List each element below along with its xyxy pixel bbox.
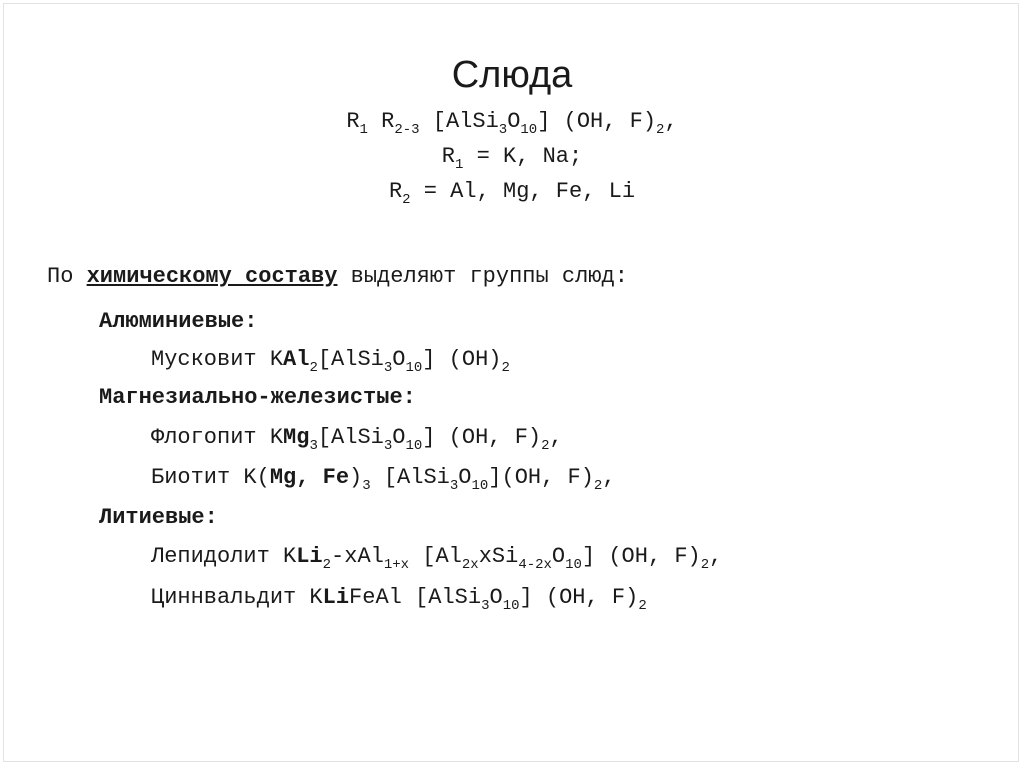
group-heading-magnesium-iron — [99, 384, 416, 412]
text: ] (OH) — [422, 347, 502, 372]
mineral-biotite — [151, 464, 616, 492]
text: FeAl [AlSi — [349, 585, 482, 610]
slide — [3, 3, 1019, 762]
text: Мусковит K — [151, 347, 284, 372]
general-formula — [4, 108, 1020, 136]
subscript: 10 — [502, 598, 520, 614]
subscript: 10 — [405, 438, 423, 454]
subscript: 10 — [471, 478, 489, 494]
subscript: 3 — [498, 122, 508, 138]
subscript: 2 — [309, 360, 318, 376]
text: Флогопит K — [151, 425, 284, 450]
subscript: 2 — [593, 478, 603, 494]
mineral-lepidolite — [151, 543, 722, 571]
subscript: 1 — [359, 122, 368, 138]
bold-text: Mg, Fe — [269, 465, 350, 490]
text: Лепидолит K — [151, 544, 297, 569]
text: O — [489, 585, 503, 610]
subscript: 2 — [656, 122, 665, 138]
subscript: 3 — [383, 438, 393, 454]
text: Биотит K( — [151, 465, 270, 490]
text: xSi — [478, 544, 519, 569]
subscript: 1 — [454, 157, 464, 173]
subscript: 4-2x — [518, 557, 552, 573]
text: R — [346, 109, 360, 134]
text: выделяют группы слюд: — [337, 264, 628, 289]
subscript: 2 — [638, 598, 647, 614]
text: ] (OH, F) — [422, 425, 542, 450]
intro-text — [47, 263, 628, 291]
subscript: 1+x — [383, 557, 410, 573]
bold-text: Al — [283, 347, 310, 372]
text: -xAl — [331, 544, 384, 569]
text: , — [602, 465, 616, 490]
subscript: 2 — [402, 192, 411, 208]
subscript: 2 — [322, 557, 332, 573]
subscript: 2-3 — [394, 122, 420, 138]
r2-definition — [4, 178, 1020, 206]
text: O — [392, 425, 406, 450]
text: ] (OH, F) — [537, 109, 657, 134]
text: ] (OH, F) — [581, 544, 701, 569]
subscript: 2 — [501, 360, 510, 376]
text: , — [549, 425, 563, 450]
text: R — [388, 179, 403, 204]
text: [AlSi — [419, 109, 499, 134]
subscript: 3 — [383, 360, 393, 376]
subscript: 2x — [461, 557, 479, 573]
group-heading-aluminium — [99, 308, 257, 336]
text: , — [709, 544, 723, 569]
mineral-phlogopite — [151, 424, 563, 452]
subscript: 2 — [700, 557, 710, 573]
subscript: 10 — [520, 122, 538, 138]
text: [Al — [409, 544, 462, 569]
text: R — [367, 109, 395, 134]
text: O — [551, 544, 566, 569]
text: [AlSi — [370, 465, 450, 490]
subscript: 3 — [309, 438, 318, 454]
group-name: Литиевые: — [99, 505, 218, 530]
bold-text: Li — [296, 544, 323, 569]
bold-text: Li — [322, 585, 350, 610]
text: O — [507, 109, 521, 134]
text: , — [664, 109, 678, 134]
r1-definition — [4, 143, 1020, 171]
text: [AlSi — [317, 425, 384, 450]
text: O — [392, 347, 406, 372]
text: ](OH, F) — [488, 465, 594, 490]
group-name: Алюминиевые: — [99, 309, 258, 334]
text: = K, Na; — [463, 144, 583, 169]
group-heading-lithium — [99, 504, 218, 532]
group-name: Магнезиально-железистые: — [99, 385, 416, 410]
text: По — [47, 264, 87, 289]
text: ] (OH, F) — [519, 585, 639, 610]
text: [AlSi — [317, 347, 384, 372]
bold-text: Mg — [283, 425, 310, 450]
bold-text: химическому составу — [86, 264, 338, 289]
text: O — [458, 465, 472, 490]
subscript: 3 — [362, 478, 371, 494]
subscript: 10 — [405, 360, 423, 376]
mineral-muscovite — [151, 346, 510, 374]
slide-title: Слюда — [451, 54, 573, 96]
text: ) — [349, 465, 363, 490]
text: R — [441, 144, 455, 169]
text: Циннвальдит K — [151, 585, 323, 610]
mineral-zinnwaldite — [151, 584, 647, 612]
subscript: 2 — [541, 438, 550, 454]
subscript: 3 — [449, 478, 459, 494]
subscript: 10 — [565, 557, 582, 573]
subscript: 3 — [481, 598, 490, 614]
text: = Al, Mg, Fe, Li — [410, 179, 636, 204]
